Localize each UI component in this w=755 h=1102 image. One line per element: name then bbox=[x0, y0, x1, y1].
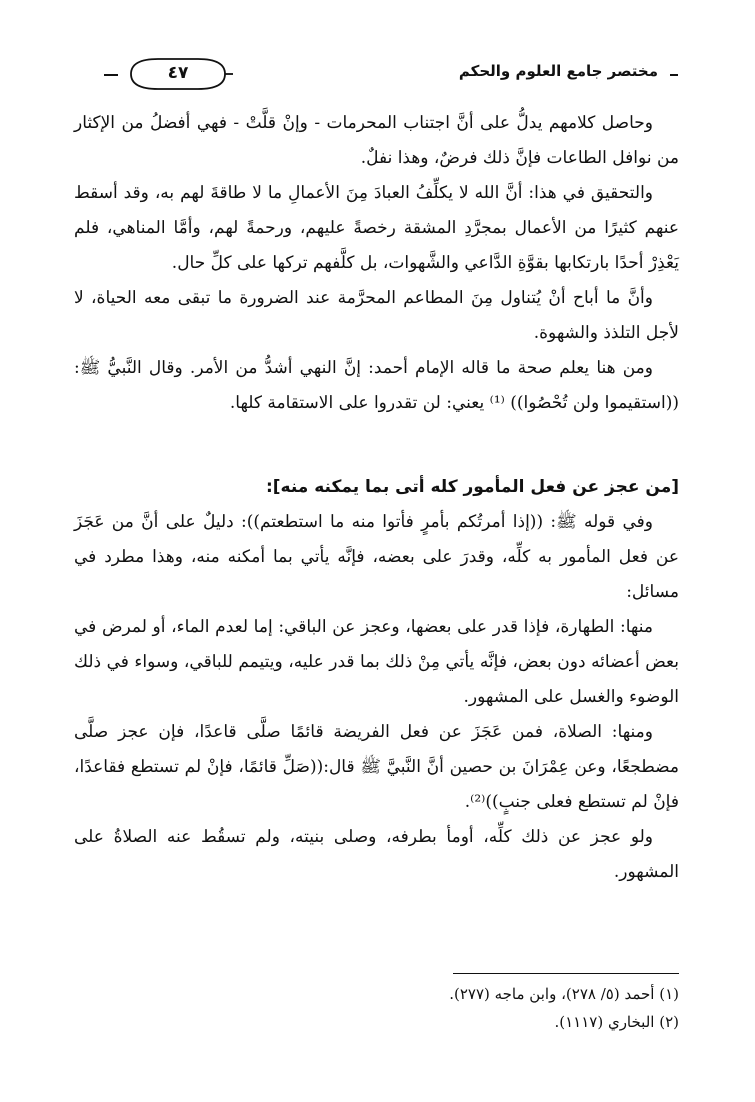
page-header bbox=[78, 52, 678, 96]
page-number-frame bbox=[123, 56, 233, 92]
book-title: مختصر جامع العلوم والحكم bbox=[458, 62, 658, 80]
paragraph-2-text: والتحقيق في هذا: أنَّ الله لا يكلِّفُ العبادَ مِنَ الأعمالِ ما لا طاقةَ لهم به، وقد أسقط عنهم كثيرًا من الأعمال بمجرَّدِ المشقة رخصةً عليهم، ورحمةً لهم، وأمَّا المناهي، فلم يَعْذِرْ أحدًا بارتكابها بقوَّةِ الدَّاعي والشَّهوات، بل كلَّفهم تركها على كلِّ حال. bbox=[74, 183, 679, 273]
paragraph-4 bbox=[74, 351, 679, 421]
section-paragraph-1-text: وفي قوله ﷺ: ((إذا أمرتُكم بأمرٍ فأتوا منه ما استطعتم)): دليلٌ على أنَّ من عَجَزَ عن فعل المأمور به كلِّه، وقدرَ على بعضه، فإنَّه يأتي بما أمكنه منه، وهذا مطرد في مسائل: bbox=[74, 512, 679, 602]
paragraph-2 bbox=[74, 176, 679, 281]
paragraph-3 bbox=[74, 281, 679, 351]
footnote-1: (١) أحمد (٥/ ٢٧٨)، وابن ماجه (٢٧٧). bbox=[449, 985, 679, 1003]
section-paragraph-1 bbox=[74, 505, 679, 610]
paragraph-1-text: وحاصل كلامهم يدلُّ على أنَّ اجتناب المحرمات - وإنْ قلَّتْ - فهي أفضلُ من الإكثار من نوافل الطاعات فإنَّ ذلك فرضٌ، وهذا نفلٌ. bbox=[74, 113, 679, 168]
footnote-divider bbox=[453, 973, 679, 974]
footnote-2: (٢) البخاري (١١١٧). bbox=[554, 1013, 679, 1031]
section-heading: [من عجز عن فعل المأمور كله أتى بما يمكنه منه]: bbox=[265, 477, 679, 497]
paragraph-1 bbox=[74, 106, 679, 176]
section-paragraph-4 bbox=[74, 820, 679, 890]
section-paragraph-2 bbox=[74, 610, 679, 715]
section-paragraph-3-text: ومنها: الصلاة، فمن عَجَزَ عن فعل الفريضة قائمًا صلَّى قاعدًا، فإن عجز صلَّى مضطجعًا، وعن عِمْرَانَ بن حصين أنَّ النَّبيَّ ﷺ قال:((صَلِّ قائمًا، فإنْ لم تستطع فقاعدًا، فإنْ لم تستطع فعلى جنبٍ))⁽²⁾. bbox=[74, 722, 679, 812]
section-paragraph-4-text: ولو عجز عن ذلك كلِّه، أومأ بطرفه، وصلى بنيته، ولم تسقُط عنه الصلاةُ على المشهور. bbox=[74, 827, 679, 882]
header-rule-left bbox=[104, 74, 118, 76]
section-paragraph-3 bbox=[74, 715, 679, 820]
header-rule-right bbox=[670, 74, 678, 76]
paragraph-3-text: وأنَّ ما أباح أنْ يُتناول مِنَ المطاعم المحرَّمة عند الضرورة ما تبقى معه الحياة، لا لأجل التلذذ والشهوة. bbox=[74, 288, 679, 343]
footnotes bbox=[300, 980, 679, 1036]
page-number: ٤٧ bbox=[167, 63, 189, 83]
main-text bbox=[74, 106, 679, 890]
section-paragraph-2-text: منها: الطهارة، فإذا قدر على بعضها، وعجز عن الباقي: إما لعدم الماء، أو لمرض في بعض أعضائه دون بعض، فإنَّه يأتي مِنْ ذلك بما قدر عليه، ويتيمم للباقي، وسواء في ذلك الوضوء والغسل على المشهور. bbox=[74, 617, 679, 707]
paragraph-4-text: ومن هنا يعلم صحة ما قاله الإمام أحمد: إنَّ النهي أشدُّ من الأمر. وقال النَّبيُّ ﷺ: ((استقيموا ولن تُحْصُوا)) ⁽¹⁾ يعني: لن تقدروا على الاستقامة كلها. bbox=[74, 358, 679, 413]
